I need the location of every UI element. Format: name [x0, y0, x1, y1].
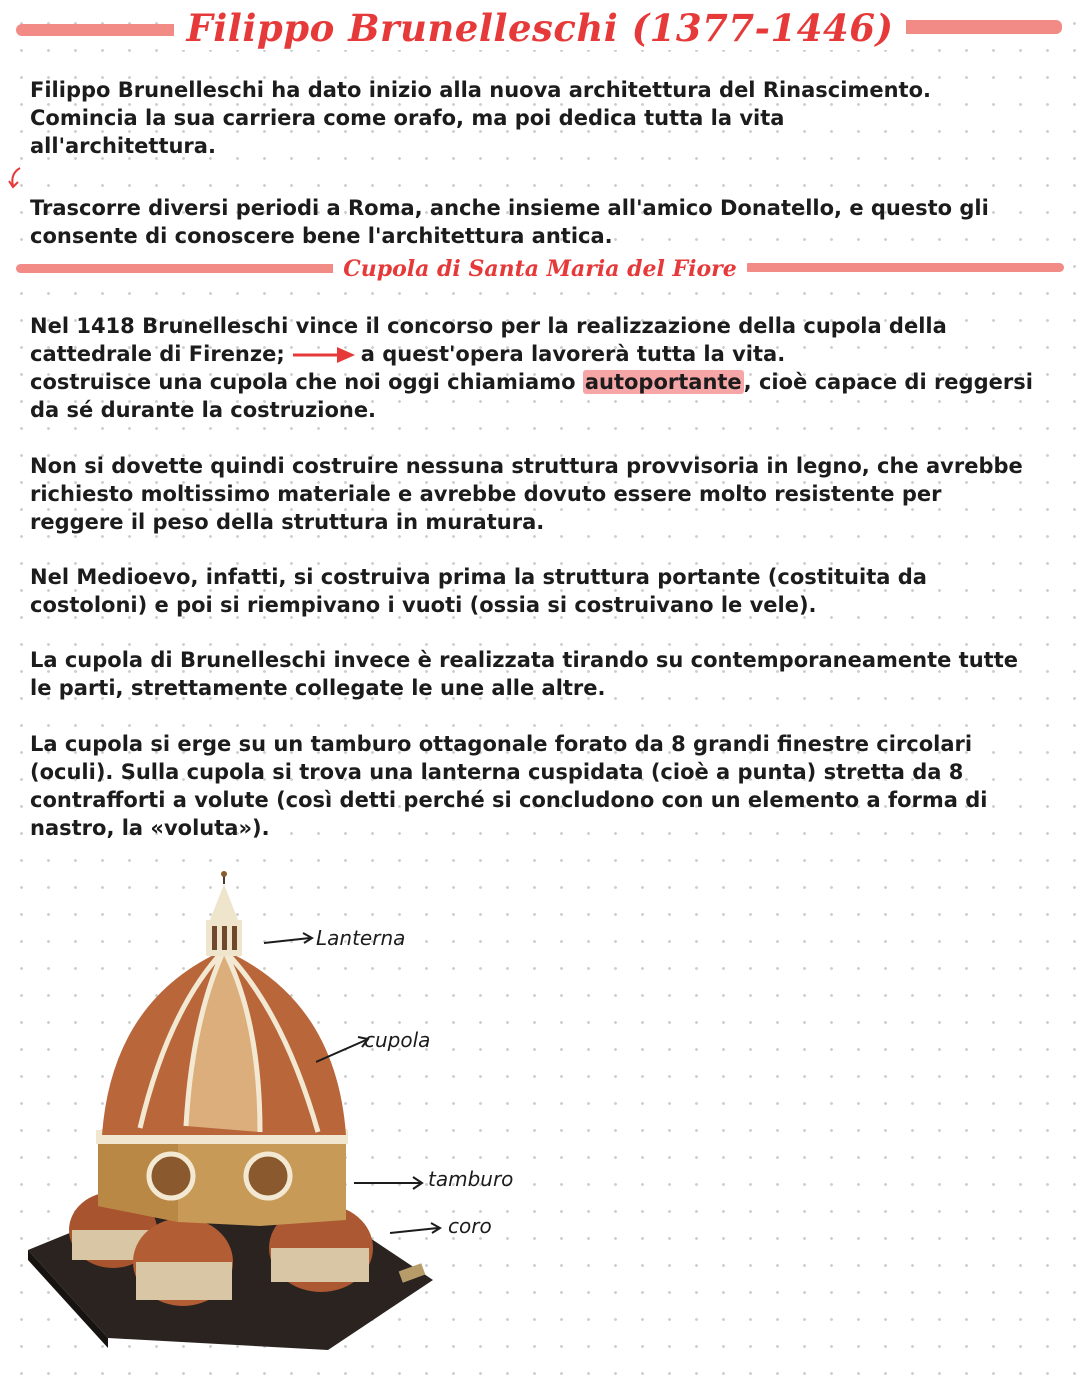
- lanterna-arrow-icon: [264, 932, 316, 948]
- coro-arrow-icon: [390, 1222, 446, 1238]
- section-subtitle: Cupola di Santa Maria del Fiore: [0, 256, 1080, 282]
- section-paragraph-5: La cupola si erge su un tamburo ottagonale forato da 8 grandi finestre circolari (oculi). Sulla cupola si trova una lanterna cuspidata (cioè a punta) stretta da 8 contrafforti a volute (così detti perché si concludono con un elemento a forma di nastro, la «voluta»).: [30, 732, 988, 840]
- intro-paragraph-1: Filippo Brunelleschi ha dato inizio alla nuova architettura del Rinascimento. Comincia la sua carriera come orafo, ma poi dedica tutta la vita all'architettura.: [30, 78, 931, 158]
- p1-line3-end: , cioè capace di reggersi da sé durante la costruzione.: [30, 370, 1033, 422]
- right-arrow-icon: [293, 346, 355, 364]
- page-title: Filippo Brunelleschi (1377-1446): [0, 6, 1080, 50]
- section-paragraph-2: Non si dovette quindi costruire nessuna struttura provvisoria in legno, che avrebbe richiesto moltissimo materiale e avrebbe dovuto essere molto resistente per reggere il peso della struttura in muratura.: [30, 454, 1023, 534]
- p1-text-start: Nel 1418 Brunelleschi vince il concorso per la realizzazione della cupola della cattedrale di Firenze;: [30, 314, 947, 366]
- tamburo-arrow-icon: [354, 1174, 426, 1190]
- section-paragraph-3: Nel Medioevo, infatti, si costruiva prima la struttura portante (costituita da costoloni) e poi si riempivano i vuoti (ossia si costruivano le vele).: [30, 565, 927, 617]
- label-lanterna: Lanterna: [316, 926, 406, 950]
- curved-arrow-icon: [8, 166, 24, 192]
- section-paragraph-4: La cupola di Brunelleschi invece è realizzata tirando su contemporaneamente tutte le parti, strettamente collegate le une alle altre.: [30, 648, 1018, 700]
- autoportante-highlight: autoportante: [584, 370, 742, 394]
- section-paragraph-1: [30, 312, 1040, 424]
- label-coro: coro: [448, 1214, 492, 1238]
- p1-line3-start: costruisce una cupola che noi oggi chiamiamo: [30, 370, 576, 394]
- label-tamburo: tamburo: [428, 1167, 514, 1191]
- intro-paragraph-2: Trascorre diversi periodi a Roma, anche insieme all'amico Donatello, e questo gli consente di conoscere bene l'architettura antica.: [30, 196, 989, 248]
- label-cupola: cupola: [364, 1028, 431, 1052]
- p1-text-after-arrow: a quest'opera lavorerà tutta la vita.: [360, 342, 786, 366]
